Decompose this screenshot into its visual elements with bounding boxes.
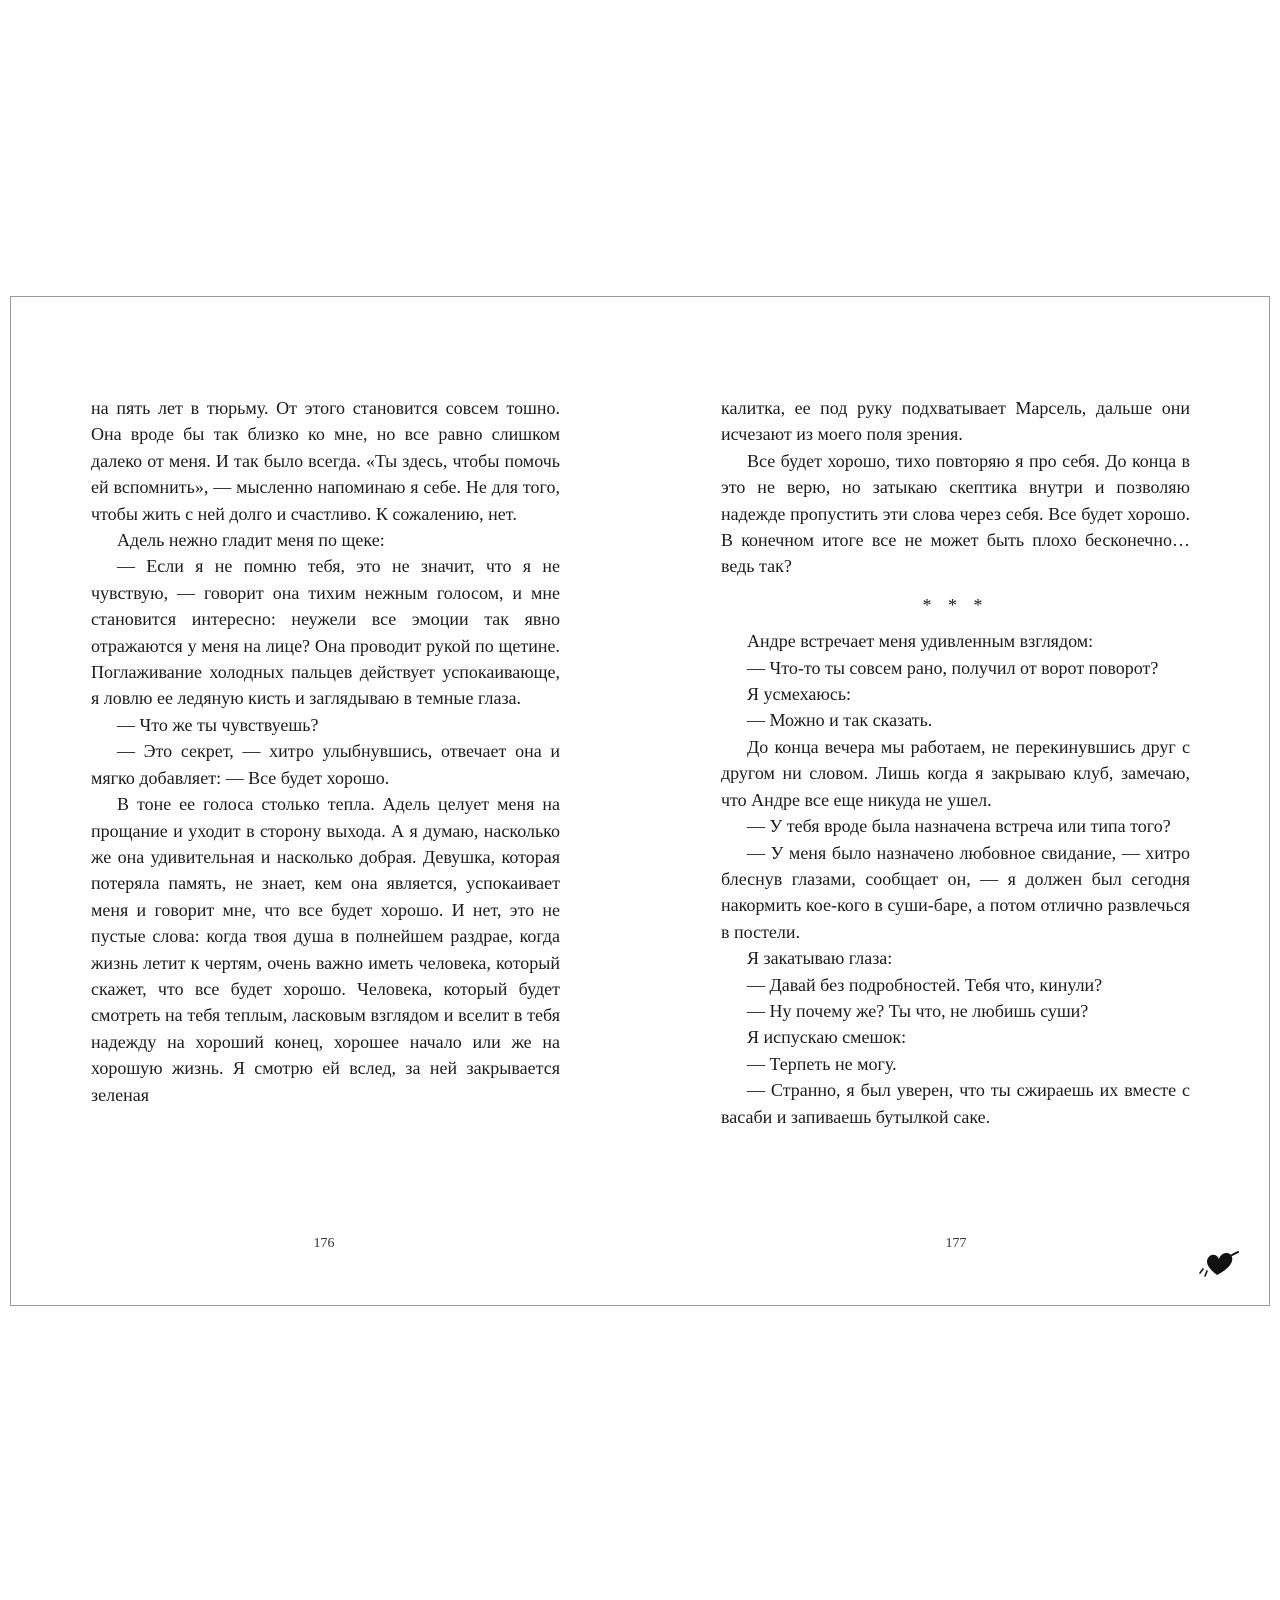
left-paragraph-2: Адель нежно гладит меня по щеке: — [117, 530, 385, 551]
right-paragraph-9: — У меня было назначено любовное свидание, — хитро блеснув глазами, сообщает он, — я должен был сегодня накормить кое-кого в суши-баре, а потом отлично развлечься в постели. — [721, 842, 1190, 942]
right-paragraph-10: Я закатываю глаза: — [747, 948, 893, 969]
left-paragraph-5: — Это секрет, — хитро улыбнувшись, отвечает она и мягко добавляет: — Все будет хорошо. — [91, 741, 560, 788]
right-paragraph-6: — Можно и так сказать. — [747, 710, 933, 731]
right-paragraph-5: Я усмехаюсь: — [747, 684, 852, 705]
right-page — [721, 395, 1190, 1130]
right-paragraph-8: — У тебя вроде была назначена встреча или типа того? — [747, 816, 1171, 837]
left-paragraph-6: В тоне ее голоса столько тепла. Адель целует меня на прощание и уходит в сторону выхода. А я думаю, насколько же она удивительная и насколько добрая. Девушка, которая потеряла память, не знает, кем она является, успокаивает меня и говорит мне, что все будет хорошо. И нет, это не пустые слова: когда твоя душа в полнейшем раздрае, когда жизнь летит к чертям, очень важно иметь человека, который скажет, что все будет хорошо. Человека, который будет смотреть на тебя теплым, ласковым взглядом и вселит в тебя надежду на хороший конец, хорошее начало или же на хорошую жизнь. Я смотрю ей вслед, за ней закрывается зеленая — [91, 794, 560, 1105]
right-paragraph-4: — Что-то ты совсем рано, получил от ворот поворот? — [747, 657, 1159, 678]
right-paragraph-11: — Давай без подробностей. Тебя что, кинули? — [747, 974, 1103, 995]
heart-icon — [1197, 1245, 1247, 1285]
right-paragraph-3: Андре встречает меня удивленным взглядом: — [747, 631, 1094, 652]
page-number-left: 176 — [313, 1236, 335, 1251]
scene-separator: * * * — [922, 594, 989, 615]
right-paragraph-7: До конца вечера мы работаем, не перекинувшись друг с другом ни словом. Лишь когда я закрываю клуб, замечаю, что Андре все еще никуда не ушел. — [721, 736, 1190, 810]
left-page — [91, 395, 560, 1108]
right-paragraph-12: — Ну почему же? Ты что, не любишь суши? — [747, 1000, 1089, 1021]
left-paragraph-1: на пять лет в тюрьму. От этого становится совсем тошно. Она вроде бы так близко ко мне, но все равно слишком далеко от меня. И так было всегда. «Ты здесь, чтобы помочь ей вспомнить», — мысленно напоминаю я себе. Не для того, чтобы жить с ней долго и счастливо. К сожалению, нет. — [91, 398, 560, 524]
right-paragraph-15: — Странно, я был уверен, что ты сжираешь их вместе с васаби и запиваешь бутылкой саке. — [721, 1080, 1190, 1127]
right-paragraph-1: калитка, ее под руку подхватывает Марсель, дальше они исчезают из моего поля зрения. — [721, 398, 1190, 445]
right-paragraph-2: Все будет хорошо, тихо повторяю я про себя. До конца в это не верю, но затыкаю скептика внутри и позволяю надежде пропустить эти слова через себя. Все будет хорошо. В конечном итоге все не может быть плохо бесконечно… ведь так? — [721, 450, 1190, 577]
right-paragraph-13: Я испускаю смешок: — [747, 1027, 907, 1048]
right-paragraph-14: — Терпеть не могу. — [747, 1053, 897, 1074]
page-number-right: 177 — [945, 1236, 967, 1251]
book-spread — [10, 296, 1270, 1306]
left-paragraph-3: — Если я не помню тебя, это не значит, что я не чувствую, — говорит она тихим нежным голосом, и мне становится интересно: неужели все эмоции так явно отражаются у меня на лице? Она проводит рукой по щетине. Поглаживание холодных пальцев действует успокаивающе, я ловлю ее ледяную кисть и заглядываю в темные глаза. — [91, 556, 560, 709]
left-paragraph-4: — Что же ты чувствуешь? — [117, 714, 319, 735]
